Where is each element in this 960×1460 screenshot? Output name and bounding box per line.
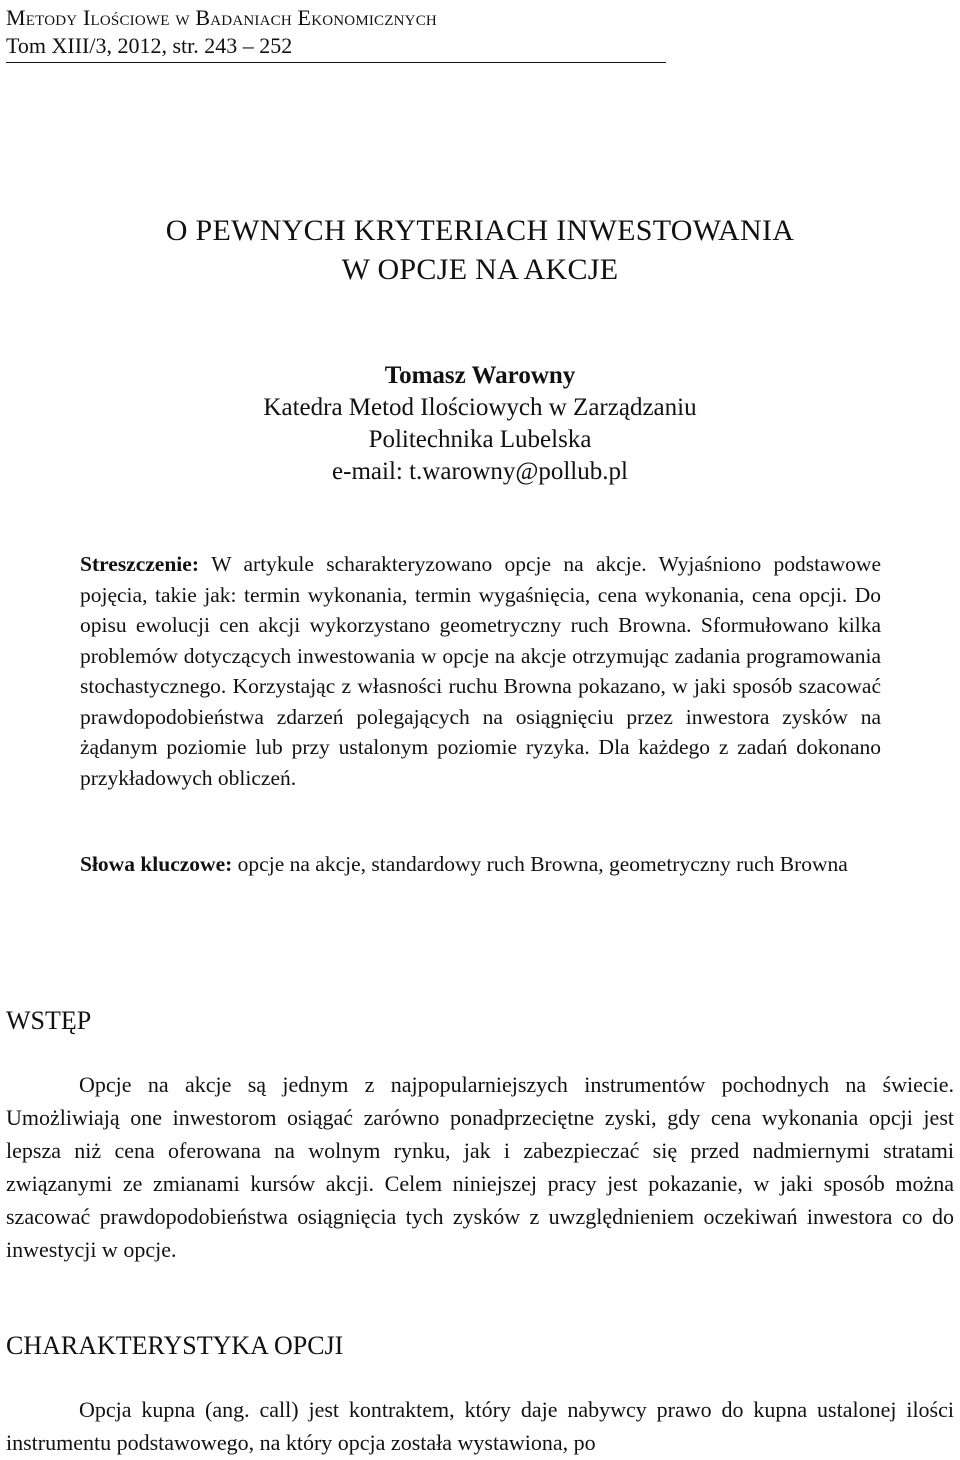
author-university: Politechnika Lubelska [368, 426, 592, 453]
keywords-text: opcje na akcje, standardowy ruch Browna, geometryczny ruch Browna [237, 852, 848, 876]
journal-name: Metody Ilościowe w Badaniach Ekonomicznych [6, 5, 437, 30]
author-department: Katedra Metod Ilościowych w Zarządzaniu [263, 394, 697, 421]
author-name: Tomasz Warowny [384, 362, 576, 389]
article-title-line-1: O PEWNYCH KRYTERIACH INWESTOWANIA [165, 214, 795, 247]
header-rule [6, 62, 666, 63]
introduction-paragraph: Opcje na akcje są jednym z najpopularniejszych instrumentów pochodnych na świecie. Umożliwiają one inwestorom osiągać zarówno ponadprzeciętne zyski, gdy cena wykonania opcji jest lepsza niż cena oferowana na wolnym rynku, jak i zabezpieczać się przed nadmiernymi stratami związanymi ze zmianami kursów akcji. Celem niniejszej pracy jest pokazanie, w jaki sposób można szacować prawdopodobieństwa osiągnięcia tych zysków z uwzględnieniem oczekiwań inwestora co do inwestycji w opcje. [6, 1072, 954, 1262]
running-header [6, 4, 666, 60]
section-heading-introduction: WSTĘP [6, 1006, 92, 1035]
author-email: e-mail: t.warowny@pollub.pl [332, 458, 628, 485]
keywords [80, 849, 881, 880]
keywords-label: Słowa kluczowe: [80, 852, 238, 876]
option-characteristics-paragraph: Opcja kupna (ang. call) jest kontraktem, który daje nabywcy prawo do kupna ustalonej ilości instrumentu podstawowego, na który opcja została wystawiona, po [6, 1397, 954, 1455]
abstract-label: Streszczenie: [80, 552, 212, 576]
abstract-text: W artykule scharakteryzowano opcje na akcje. Wyjaśniono podstawowe pojęcia, takie jak: termin wykonania, termin wygaśnięcia, cena wykonania, cena opcji. Do opisu ewolucji cen akcji wykorzystano geometryczny ruch Browna. Sformułowano kilka problemów dotyczących inwestowania w opcje na akcje otrzymując zadania programowania stochastycznego. Korzystając z własności ruchu Browna pokazano, w jaki sposób szacować prawdopodobieństwa zdarzeń polegających na osiągnięciu przez inwestora zysków na żądanym poziomie lub przy ustalonym poziomie ryzyka. Dla każdego z zadań dokonano przykładowych obliczeń. [80, 552, 881, 790]
journal-issue: Tom XIII/3, 2012, str. 243 – 252 [6, 33, 293, 58]
section-heading-option-characteristics: CHARAKTERYSTYKA OPCJI [6, 1331, 344, 1360]
abstract [80, 549, 881, 793]
article-title-line-2: W OPCJE NA AKCJE [341, 253, 619, 286]
article-title [0, 211, 960, 289]
author-block [0, 360, 960, 488]
